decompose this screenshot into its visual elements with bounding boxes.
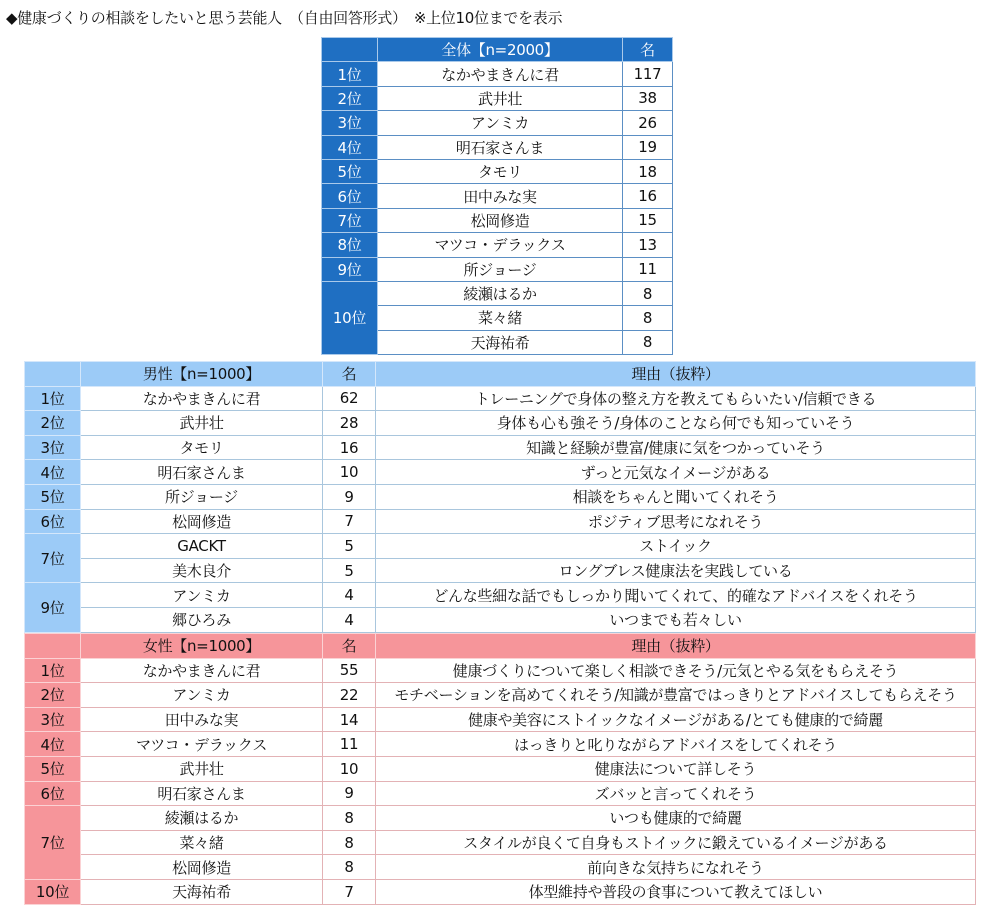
rank-cell: 5位 [25, 484, 81, 509]
rank-cell: 1位 [322, 62, 378, 86]
name-cell: タモリ [81, 435, 323, 460]
name-cell: 明石家さんま [378, 135, 623, 159]
name-cell: なかやまきんに君 [81, 386, 323, 411]
reason-cell: いつまでも若々しい [376, 607, 976, 632]
name-cell: 菜々緒 [378, 306, 623, 330]
count-cell: 117 [623, 62, 673, 86]
count-cell: 7 [323, 509, 376, 534]
name-cell: 松岡修造 [81, 509, 323, 534]
rank-cell: 7位 [25, 534, 81, 583]
rank-cell: 3位 [322, 111, 378, 135]
name-cell: 郷ひろみ [81, 607, 323, 632]
table-row [322, 184, 673, 208]
name-cell: 松岡修造 [81, 855, 323, 880]
reason-cell: 健康づくりについて楽しく相談できそう/元気とやる気をもらえそう [376, 658, 976, 683]
table-row [322, 208, 673, 232]
male-ranking-table [24, 361, 976, 633]
name-cell: 所ジョージ [81, 484, 323, 509]
reason-cell: 健康法について詳しそう [376, 756, 976, 781]
count-cell: 13 [623, 233, 673, 257]
table-row [25, 607, 976, 632]
count-cell: 28 [323, 411, 376, 436]
count-cell: 4 [323, 583, 376, 608]
name-cell: マツコ・デラックス [81, 732, 323, 757]
name-cell: GACKT [81, 534, 323, 559]
female-ranking-table [24, 633, 976, 905]
reason-cell: ズバッと言ってくれそう [376, 781, 976, 806]
table-row [25, 756, 976, 781]
table-row [25, 683, 976, 708]
table-row [25, 732, 976, 757]
reason-cell: 身体も心も強そう/身体のことなら何でも知っていそう [376, 411, 976, 436]
count-cell: 16 [323, 435, 376, 460]
table-row [25, 855, 976, 880]
name-header: 男性【n=1000】 [81, 362, 323, 387]
count-cell: 4 [323, 607, 376, 632]
table-row [25, 781, 976, 806]
count-cell: 19 [623, 135, 673, 159]
reason-cell: トレーニングで身体の整え方を教えてもらいたい/信頼できる [376, 386, 976, 411]
rank-cell: 9位 [25, 583, 81, 632]
rank-cell: 10位 [25, 879, 81, 904]
name-cell: 天海祐希 [378, 330, 623, 354]
count-cell: 11 [623, 257, 673, 281]
rank-cell: 10位 [322, 281, 378, 354]
table-header-row [25, 634, 976, 659]
table-row [25, 435, 976, 460]
count-cell: 10 [323, 756, 376, 781]
page-title: ◆健康づくりの相談をしたいと思う芸能人 （自由回答形式） ※上位10位までを表示 [6, 9, 563, 27]
count-cell: 8 [623, 330, 673, 354]
count-cell: 14 [323, 707, 376, 732]
name-cell: 明石家さんま [81, 460, 323, 485]
name-cell: 田中みな実 [81, 707, 323, 732]
table-row [322, 135, 673, 159]
count-cell: 15 [623, 208, 673, 232]
count-cell: 5 [323, 558, 376, 583]
table-row [25, 806, 976, 831]
rank-header [25, 362, 81, 387]
count-cell: 8 [323, 806, 376, 831]
table-row [322, 86, 673, 110]
name-cell: 綾瀬はるか [81, 806, 323, 831]
table-row [25, 658, 976, 683]
reason-header: 理由（抜粋） [376, 362, 976, 387]
table-row [322, 281, 673, 305]
table-header-row [322, 38, 673, 62]
count-cell: 18 [623, 159, 673, 183]
rank-cell: 6位 [322, 184, 378, 208]
count-cell: 11 [323, 732, 376, 757]
rank-cell: 5位 [25, 756, 81, 781]
overall-ranking-table [321, 37, 673, 355]
rank-cell: 4位 [322, 135, 378, 159]
count-cell: 62 [323, 386, 376, 411]
name-cell: 明石家さんま [81, 781, 323, 806]
count-cell: 9 [323, 484, 376, 509]
reason-cell: 前向きな気持ちになれそう [376, 855, 976, 880]
table-row [25, 509, 976, 534]
rank-cell: 7位 [25, 806, 81, 880]
count-cell: 5 [323, 534, 376, 559]
table-row [322, 257, 673, 281]
rank-cell: 2位 [322, 86, 378, 110]
rank-cell: 2位 [25, 683, 81, 708]
count-cell: 55 [323, 658, 376, 683]
rank-cell: 8位 [322, 233, 378, 257]
table-row [322, 62, 673, 86]
name-cell: なかやまきんに君 [81, 658, 323, 683]
table-row [25, 707, 976, 732]
reason-cell: 健康や美容にストイックなイメージがある/とても健康的で綺麗 [376, 707, 976, 732]
name-cell: アンミカ [81, 583, 323, 608]
table-row [25, 879, 976, 904]
rank-cell: 6位 [25, 509, 81, 534]
name-cell: なかやまきんに君 [378, 62, 623, 86]
name-header: 全体【n=2000】 [378, 38, 623, 62]
name-cell: 武井壮 [81, 411, 323, 436]
reason-cell: 相談をちゃんと聞いてくれそう [376, 484, 976, 509]
rank-cell: 3位 [25, 707, 81, 732]
reason-cell: モチベーションを高めてくれそう/知識が豊富ではっきりとアドバイスしてもらえそう [376, 683, 976, 708]
reason-cell: ポジティブ思考になれそう [376, 509, 976, 534]
count-cell: 8 [323, 855, 376, 880]
table-row [322, 159, 673, 183]
name-cell: 所ジョージ [378, 257, 623, 281]
count-cell: 38 [623, 86, 673, 110]
rank-cell: 4位 [25, 460, 81, 485]
name-cell: アンミカ [81, 683, 323, 708]
name-cell: 菜々緒 [81, 830, 323, 855]
table-row [25, 411, 976, 436]
table-row [25, 534, 976, 559]
rank-header [25, 634, 81, 659]
name-cell: 美木良介 [81, 558, 323, 583]
count-header: 名 [623, 38, 673, 62]
count-header: 名 [323, 362, 376, 387]
rank-cell: 9位 [322, 257, 378, 281]
rank-cell: 7位 [322, 208, 378, 232]
count-cell: 16 [623, 184, 673, 208]
rank-cell: 2位 [25, 411, 81, 436]
reason-cell: ずっと元気なイメージがある [376, 460, 976, 485]
table-header-row [25, 362, 976, 387]
table-row [322, 233, 673, 257]
name-cell: 天海祐希 [81, 879, 323, 904]
count-cell: 22 [323, 683, 376, 708]
reason-cell: いつも健康的で綺麗 [376, 806, 976, 831]
reason-cell: ストイック [376, 534, 976, 559]
name-cell: アンミカ [378, 111, 623, 135]
reason-cell: はっきりと叱りながらアドバイスをしてくれそう [376, 732, 976, 757]
rank-cell: 3位 [25, 435, 81, 460]
reason-cell: どんな些細な話でもしっかり聞いてくれて、的確なアドバイスをくれそう [376, 583, 976, 608]
table-row [322, 111, 673, 135]
name-cell: 武井壮 [81, 756, 323, 781]
count-header: 名 [323, 634, 376, 659]
rank-header [322, 38, 378, 62]
name-cell: マツコ・デラックス [378, 233, 623, 257]
reason-cell: 体型維持や普段の食事について教えてほしい [376, 879, 976, 904]
count-cell: 26 [623, 111, 673, 135]
table-row [25, 558, 976, 583]
table-row [25, 484, 976, 509]
reason-header: 理由（抜粋） [376, 634, 976, 659]
name-header: 女性【n=1000】 [81, 634, 323, 659]
count-cell: 8 [623, 281, 673, 305]
table-row [25, 386, 976, 411]
rank-cell: 1位 [25, 386, 81, 411]
reason-cell: 知識と経験が豊富/健康に気をつかっていそう [376, 435, 976, 460]
rank-cell: 6位 [25, 781, 81, 806]
table-row [25, 830, 976, 855]
rank-cell: 5位 [322, 159, 378, 183]
name-cell: 綾瀬はるか [378, 281, 623, 305]
name-cell: 武井壮 [378, 86, 623, 110]
name-cell: 松岡修造 [378, 208, 623, 232]
count-cell: 7 [323, 879, 376, 904]
name-cell: 田中みな実 [378, 184, 623, 208]
count-cell: 8 [323, 830, 376, 855]
rank-cell: 4位 [25, 732, 81, 757]
count-cell: 8 [623, 306, 673, 330]
rank-cell: 1位 [25, 658, 81, 683]
count-cell: 10 [323, 460, 376, 485]
reason-cell: スタイルが良くて自身もストイックに鍛えているイメージがある [376, 830, 976, 855]
count-cell: 9 [323, 781, 376, 806]
table-row [25, 583, 976, 608]
reason-cell: ロングブレス健康法を実践している [376, 558, 976, 583]
name-cell: タモリ [378, 159, 623, 183]
table-row [25, 460, 976, 485]
